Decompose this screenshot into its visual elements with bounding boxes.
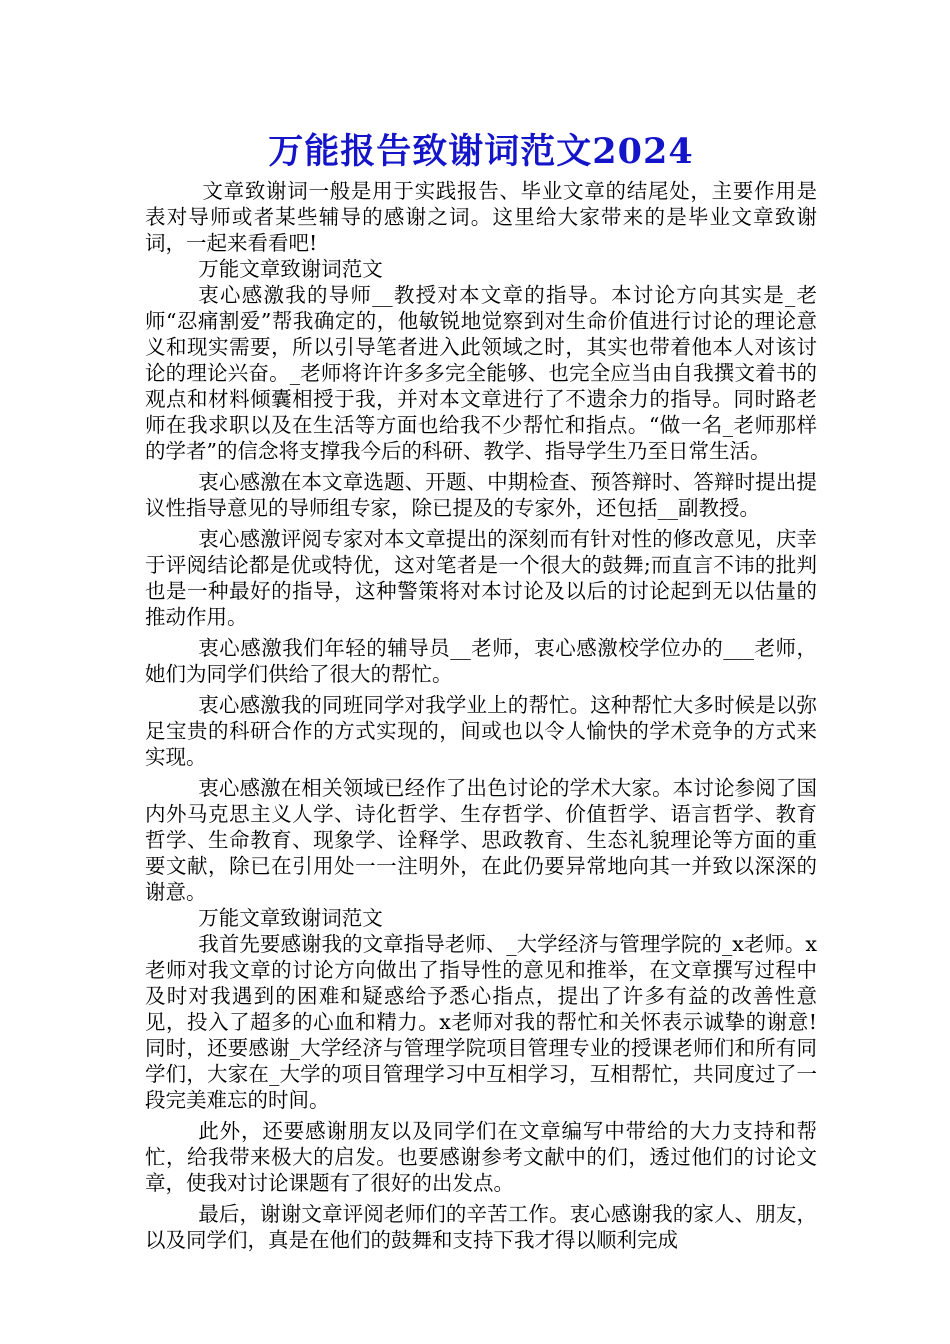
section-heading: 万能文章致谢词范文 (198, 906, 383, 930)
body-paragraph: 衷心感激我们年轻的辅导员__老师，衷心感激校学位办的___老师，她们为同学们供给了很大的帮忙。 (145, 636, 817, 686)
body-paragraph: 衷心感激我的同班同学对我学业上的帮忙。这种帮忙大多时候是以弥足宝贵的科研合作的方式实现的，间或也以令人愉快的学术竞争的方式来实现。 (145, 693, 817, 769)
document-title: 万能报告致谢词范文2024 (268, 131, 694, 172)
body-paragraph: 最后，谢谢文章评阅老师们的辛苦工作。衷心感谢我的家人、朋友，以及同学们，真是在他们的鼓舞和支持下我才得以顺利完成 (145, 1202, 817, 1252)
section-heading: 万能文章致谢词范文 (198, 257, 383, 281)
body-paragraph: 衷心感激评阅专家对本文章提出的深刻而有针对性的修改意见，庆幸于评阅结论都是优或特优，这对笔者是一个很大的鼓舞;而直言不讳的批判也是一种最好的指导，这种警策将对本讨论及以后的讨论起到无以估量的推动作用。 (145, 527, 817, 629)
intro-paragraph: 文章致谢词一般是用于实践报告、毕业文章的结尾处，主要作用是表对导师或者某些辅导的感谢之词。这里给大家带来的是毕业文章致谢词，一起来看看吧! (145, 179, 817, 255)
body-paragraph: 我首先要感谢我的文章指导老师、_大学经济与管理学院的_x老师。x老师对我文章的讨论方向做出了指导性的意见和推举，在文章撰写过程中及时对我遇到的困难和疑惑给予悉心指点，提出了许多有益的改善性意见，投入了超多的心血和精力。x老师对我的帮忙和关怀表示诚挚的谢意!同时，还要感谢_大学经济与管理学院项目管理专业的授课老师们和所有同学们，大家在_大学的项目管理学习中互相学习，互相帮忙，共同度过了一段完美难忘的时间。 (145, 932, 817, 1112)
body-paragraph: 衷心感激在本文章选题、开题、中期检查、预答辩时、答辩时提出提议性指导意见的导师组专家，除已提及的专家外，还包括__副教授。 (145, 470, 817, 520)
body-paragraph: 衷心感激我的导师__教授对本文章的指导。本讨论方向其实是_老师“忍痛割爱”帮我确定的，他敏锐地觉察到对生命价值进行讨论的理论意义和现实需要，所以引导笔者进入此领域之时，其实也带着他本人对该讨论的理论兴奋。_老师将许许多多完全能够、也完全应当由自我撰文着书的观点和材料倾囊相授于我，并对本文章进行了不遗余力的指导。同时路老师在我求职以及在生活等方面也给我不少帮忙和指点。“做一名_老师那样的学者”的信念将支撑我今后的科研、教学、指导学生乃至日常生活。 (145, 283, 817, 463)
body-paragraph: 此外，还要感谢朋友以及同学们在文章编写中带给的大力支持和帮忙，给我带来极大的启发。也要感谢参考文献中的们，透过他们的讨论文章，使我对讨论课题有了很好的出发点。 (145, 1119, 817, 1195)
document-page (145, 128, 817, 1253)
body-paragraph: 衷心感激在相关领域已经作了出色讨论的学术大家。本讨论参阅了国内外马克思主义人学、诗化哲学、生存哲学、价值哲学、语言哲学、教育哲学、生命教育、现象学、诠释学、思政教育、生态礼貌理论等方面的重要文献，除已在引用处一一注明外，在此仍要异常地向其一并致以深深的谢意。 (145, 776, 817, 904)
